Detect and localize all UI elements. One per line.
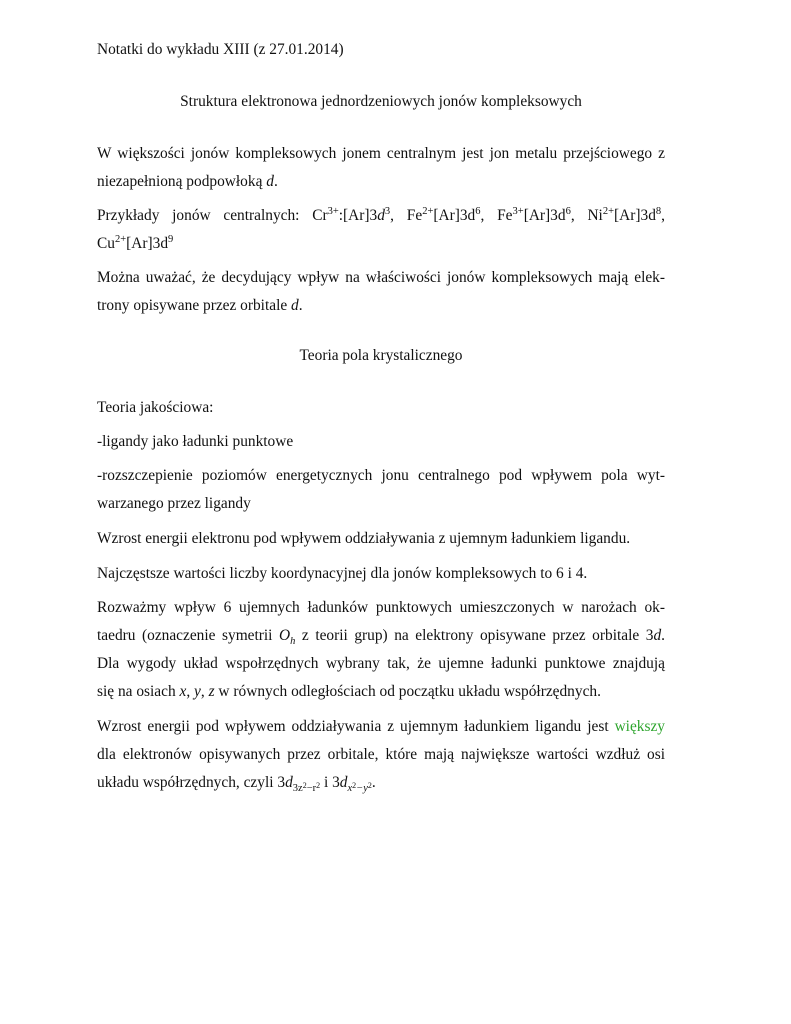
math-variable: y [194, 683, 201, 700]
math-variable: d [377, 207, 385, 224]
text-run: Przykłady jonów centralnych: [97, 207, 313, 224]
ion-charge: 2+ [602, 206, 615, 217]
paragraph-final [97, 713, 665, 797]
paragraph-line [97, 713, 665, 741]
text-run: . [298, 297, 303, 314]
math-variable: d [285, 774, 293, 791]
text-run: trony opisywane przez orbitale [97, 297, 292, 314]
ion-symbol: Ni [587, 207, 603, 224]
math-variable: d [291, 297, 299, 314]
config-exponent: 3 [384, 206, 391, 217]
text-run: z teorii grup) na elektrony opisywane przez orbitale 3 [295, 627, 654, 644]
subscript-text: x [347, 783, 353, 794]
config-exponent: 6 [475, 206, 481, 217]
ion-charge: 3+ [327, 206, 339, 217]
orbital-subscript [347, 783, 371, 794]
ion-symbol: Cu [97, 235, 115, 252]
paragraph-line [97, 202, 665, 230]
paragraph-line [97, 168, 665, 196]
text-run: się na osiach [97, 683, 180, 700]
text-run: w równych odległościach od początku układu współrzędnych. [214, 683, 601, 700]
paragraph-octahedron [97, 594, 665, 706]
list-item-splitting [97, 462, 665, 518]
separator: , [570, 207, 588, 224]
section-title-crystal-field: Teoria pola krystalicznego [299, 347, 463, 364]
config-exponent: 9 [168, 234, 174, 245]
paragraph-central-ion [97, 140, 665, 196]
subscript-exponent: 2 [367, 781, 372, 790]
paragraph-d-orbitals [97, 264, 665, 320]
text-run: . [661, 627, 665, 644]
config-exponent: 8 [655, 206, 662, 217]
subscript-text: −r [306, 783, 317, 794]
paragraph-energy-growth: Wzrost energii elektronu pod wpływem oddziaływania z ujemnym ładunkiem ligandu. [97, 530, 631, 547]
text-run: . [371, 774, 376, 791]
ion-charge: 2+ [422, 206, 434, 217]
qualitative-heading: Teoria jakościowa: [97, 399, 214, 416]
math-variable: x [179, 683, 187, 700]
paragraph-line: warzanego przez ligandy [97, 495, 251, 512]
main-title: Struktura elektronowa jednordzeniowych jonów kompleksowych [180, 93, 582, 110]
text-run: Wzrost energii pod wpływem oddziaływania z ujemnym ładunkiem ligandu jest [97, 718, 615, 735]
paragraph-line [97, 769, 665, 797]
paragraph-line [97, 230, 665, 258]
text-run: niezapełnioną podpowłoką [97, 173, 267, 190]
separator: , [186, 683, 195, 700]
separator: , [390, 207, 407, 224]
list-item-point-charges: -ligandy jako ładunki punktowe [97, 433, 294, 450]
paragraph-line: Rozważmy wpływ 6 ujemnych ładunków punktowych umieszczonych w narożach ok- [97, 599, 665, 616]
electron-config: [Ar]3d [433, 207, 476, 224]
ion-charge: 3+ [512, 206, 524, 217]
config-exponent: 6 [565, 206, 571, 217]
separator: , [661, 207, 666, 224]
subscript-text: −y [356, 783, 368, 794]
paragraph-line: Dla wygody układ wspołrzędnych wybrany tak, że ujemne ładunki punktowe znajdują [97, 655, 665, 672]
lecture-header: Notatki do wykładu XIII (z 27.01.2014) [97, 41, 344, 58]
paragraph-coordination: Najczęstsze wartości liczby koordynacyjnej dla jonów kompleksowych to 6 i 4. [97, 565, 588, 582]
ion-symbol: Cr [312, 207, 328, 224]
text-run: taedru (oznaczenie symetrii [97, 627, 280, 644]
symmetry-subscript: h [290, 636, 296, 647]
text-run: . [273, 173, 278, 190]
electron-config: [Ar]3d [126, 235, 169, 252]
separator: , [480, 207, 498, 224]
math-variable: d [339, 774, 348, 791]
text-run: i 3 [320, 774, 340, 791]
electron-config: :[Ar]3 [338, 207, 378, 224]
math-variable: z [208, 683, 215, 700]
paragraph-line [97, 622, 665, 650]
math-variable: d [653, 627, 662, 644]
subscript-exponent: 2 [302, 781, 307, 790]
math-variable: d [266, 173, 274, 190]
ion-symbol: Fe [406, 207, 423, 224]
paragraph-line: W większości jonów kompleksowych jonem centralnym jest jon metalu przejściowego z [97, 145, 665, 162]
subscript-exponent: 2 [316, 781, 321, 790]
electron-config: [Ar]3d [523, 207, 566, 224]
subscript-exponent: 2 [352, 781, 357, 790]
text-run: układu współrzędnych, czyli 3 [97, 774, 286, 791]
ion-symbol: Fe [497, 207, 513, 224]
paragraph-line: dla elektronów opisywanych przez orbitale, które mają największe wartości wzdłuż osi [97, 746, 665, 763]
orbital-subscript [293, 783, 320, 794]
electron-config: [Ar]3d [614, 207, 656, 224]
highlighted-word: większy [614, 718, 665, 735]
paragraph-line: -rozszczepienie poziomów energetycznych jonu centralnego pod wpływem pola wyt- [97, 467, 665, 484]
paragraph-line: Można uważać, że decydujący wpływ na właściwości jonów kompleksowych mają elek- [97, 269, 665, 286]
paragraph-line [97, 292, 665, 320]
ion-charge: 2+ [114, 234, 127, 245]
paragraph-examples [97, 202, 665, 258]
symmetry-symbol: O [279, 627, 291, 644]
subscript-text: 3z [292, 783, 303, 794]
separator: , [200, 683, 209, 700]
paragraph-line [97, 678, 665, 706]
